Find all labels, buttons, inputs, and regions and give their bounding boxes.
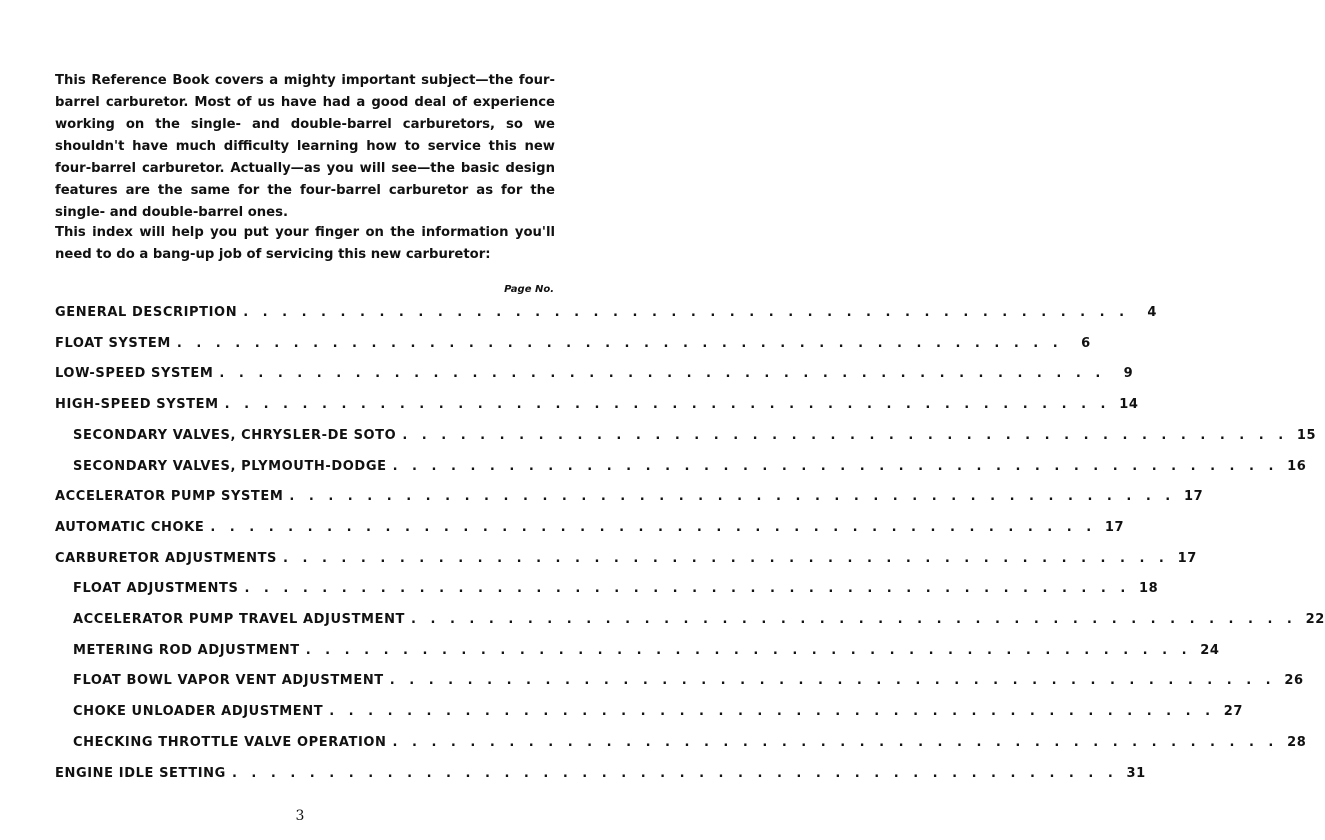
toc-entry: [55, 397, 1139, 417]
toc-entry-page-number: 31: [1126, 766, 1146, 781]
toc-entry: [55, 366, 1134, 386]
toc-entry: [55, 305, 1158, 325]
toc-entry-page-number: 17: [1183, 489, 1204, 504]
toc-entry: [73, 673, 1304, 693]
dot-leader: . . . . . . . . . . . . . . . . . . . . . . . . . . . . . . . . . . . . . . . . . . . . . .: [402, 428, 1289, 443]
toc-entry-title: CARBURETOR ADJUSTMENTS: [55, 551, 278, 566]
toc-entry: [73, 428, 1317, 448]
toc-entry: [73, 459, 1307, 479]
dot-leader: . . . . . . . . . . . . . . . . . . . . . . . . . . . . . . . . . . . . . . . . . . . . . .: [329, 704, 1216, 719]
toc-entry: [55, 489, 1204, 509]
dot-leader: . . . . . . . . . . . . . . . . . . . . . . . . . . . . . . . . . . . . . . . . . . . . . .: [224, 397, 1111, 412]
toc-entry-title: FLOAT BOWL VAPOR VENT ADJUSTMENT: [73, 673, 384, 688]
toc-entry: [55, 551, 1197, 571]
toc-entry-page-number: 6: [1081, 336, 1091, 351]
toc-entry-page-number: 15: [1296, 428, 1317, 443]
toc-entry-title: AUTOMATIC CHOKE: [55, 520, 205, 535]
dot-leader: . . . . . . . . . . . . . . . . . . . . . . . . . . . . . . . . . . . . . . . . . . . . . .: [392, 459, 1279, 474]
dot-leader: . . . . . . . . . . . . . . . . . . . . . . . . . . . . . . . . . . . . . . . . . . . . . .: [210, 520, 1097, 535]
toc-entry-title: SECONDARY VALVES, CHRYSLER-DE SOTO: [73, 428, 397, 443]
toc-entry-title: CHOKE UNLOADER ADJUSTMENT: [73, 704, 324, 719]
toc-entry: [55, 520, 1125, 540]
toc-entry: [73, 643, 1220, 663]
toc-entry-title: ACCELERATOR PUMP TRAVEL ADJUSTMENT: [73, 612, 406, 627]
toc-entry-title: FLOAT ADJUSTMENTS: [73, 581, 239, 596]
toc-entry-page-number: 28: [1287, 735, 1307, 750]
toc-entry-title: METERING ROD ADJUSTMENT: [73, 643, 300, 658]
toc-entry-title: SECONDARY VALVES, PLYMOUTH-DODGE: [73, 459, 387, 474]
toc-entry-title: ENGINE IDLE SETTING: [55, 766, 226, 781]
toc-entry-title: GENERAL DESCRIPTION: [55, 305, 238, 320]
toc-entry-title: CHECKING THROTTLE VALVE OPERATION: [73, 735, 387, 750]
dot-leader: . . . . . . . . . . . . . . . . . . . . . . . . . . . . . . . . . . . . . . . . . . . . . .: [176, 336, 1063, 351]
intro-paragraph: This Reference Book covers a mighty important subject—the four-barrel carburetor. Most of us have had a good deal of experience working on the single- and double-barrel carburetors, so we shouldn't have much difficulty learning how to service this new four-barrel carburetor. Actually—as you will see—the basic design features are the same for the four-barrel carburetor as for the single- and double-barrel ones.: [55, 73, 555, 220]
dot-leader: . . . . . . . . . . . . . . . . . . . . . . . . . . . . . . . . . . . . . . . . . . . . . .: [231, 766, 1118, 781]
toc-entry: [73, 612, 1325, 632]
toc-entry-page-number: 27: [1223, 704, 1244, 719]
dot-leader: . . . . . . . . . . . . . . . . . . . . . . . . . . . . . . . . . . . . . . . . . . . . . .: [389, 673, 1276, 688]
toc-entry: [55, 336, 1091, 356]
toc-entry-page-number: 4: [1147, 305, 1158, 320]
dot-leader: . . . . . . . . . . . . . . . . . . . . . . . . . . . . . . . . . . . . . . . . . . . . . .: [305, 643, 1192, 658]
toc-entry: [55, 766, 1146, 786]
toc-entry-page-number: 17: [1177, 551, 1197, 566]
toc-entry-page-number: 22: [1305, 612, 1325, 627]
toc-entry-page-number: 24: [1200, 643, 1220, 658]
dot-leader: . . . . . . . . . . . . . . . . . . . . . . . . . . . . . . . . . . . . . . . . . . . . . .: [289, 489, 1176, 504]
toc-entry: [73, 735, 1307, 755]
dot-leader: . . . . . . . . . . . . . . . . . . . . . . . . . . . . . . . . . . . . . . . . . . . . . .: [219, 366, 1106, 381]
dot-leader: . . . . . . . . . . . . . . . . . . . . . . . . . . . . . . . . . . . . . . . . . . . . . .: [392, 735, 1279, 750]
toc-entry-title: LOW-SPEED SYSTEM: [55, 366, 214, 381]
toc-entry-page-number: 26: [1284, 673, 1304, 688]
toc-entry: [73, 704, 1244, 724]
index-intro-paragraph: This index will help you put your finger on the information you'll need to do a bang-up job of servicing this new carburetor:: [55, 225, 555, 262]
toc-entry-page-number: 17: [1104, 520, 1125, 535]
dot-leader: . . . . . . . . . . . . . . . . . . . . . . . . . . . . . . . . . . . . . . . . . . . . . .: [244, 581, 1131, 596]
page-folio: 3: [295, 808, 305, 824]
dot-leader: . . . . . . . . . . . . . . . . . . . . . . . . . . . . . . . . . . . . . . . . . . . . . .: [283, 551, 1169, 566]
toc-entry-title: ACCELERATOR PUMP SYSTEM: [55, 489, 284, 504]
dot-leader: . . . . . . . . . . . . . . . . . . . . . . . . . . . . . . . . . . . . . . . . . . . . . .: [411, 612, 1297, 627]
toc-entry-page-number: 18: [1139, 581, 1159, 596]
toc-entry-page-number: 9: [1123, 366, 1134, 381]
toc-entry-page-number: 16: [1287, 459, 1307, 474]
toc-entry-title: HIGH-SPEED SYSTEM: [55, 397, 219, 412]
dot-leader: . . . . . . . . . . . . . . . . . . . . . . . . . . . . . . . . . . . . . . . . . . . . . .: [243, 305, 1130, 320]
toc-entry: [73, 581, 1159, 601]
toc-entry-title: FLOAT SYSTEM: [55, 336, 171, 351]
toc-entry-page-number: 14: [1119, 397, 1139, 412]
page-number-column-header: Page No.: [504, 284, 554, 295]
